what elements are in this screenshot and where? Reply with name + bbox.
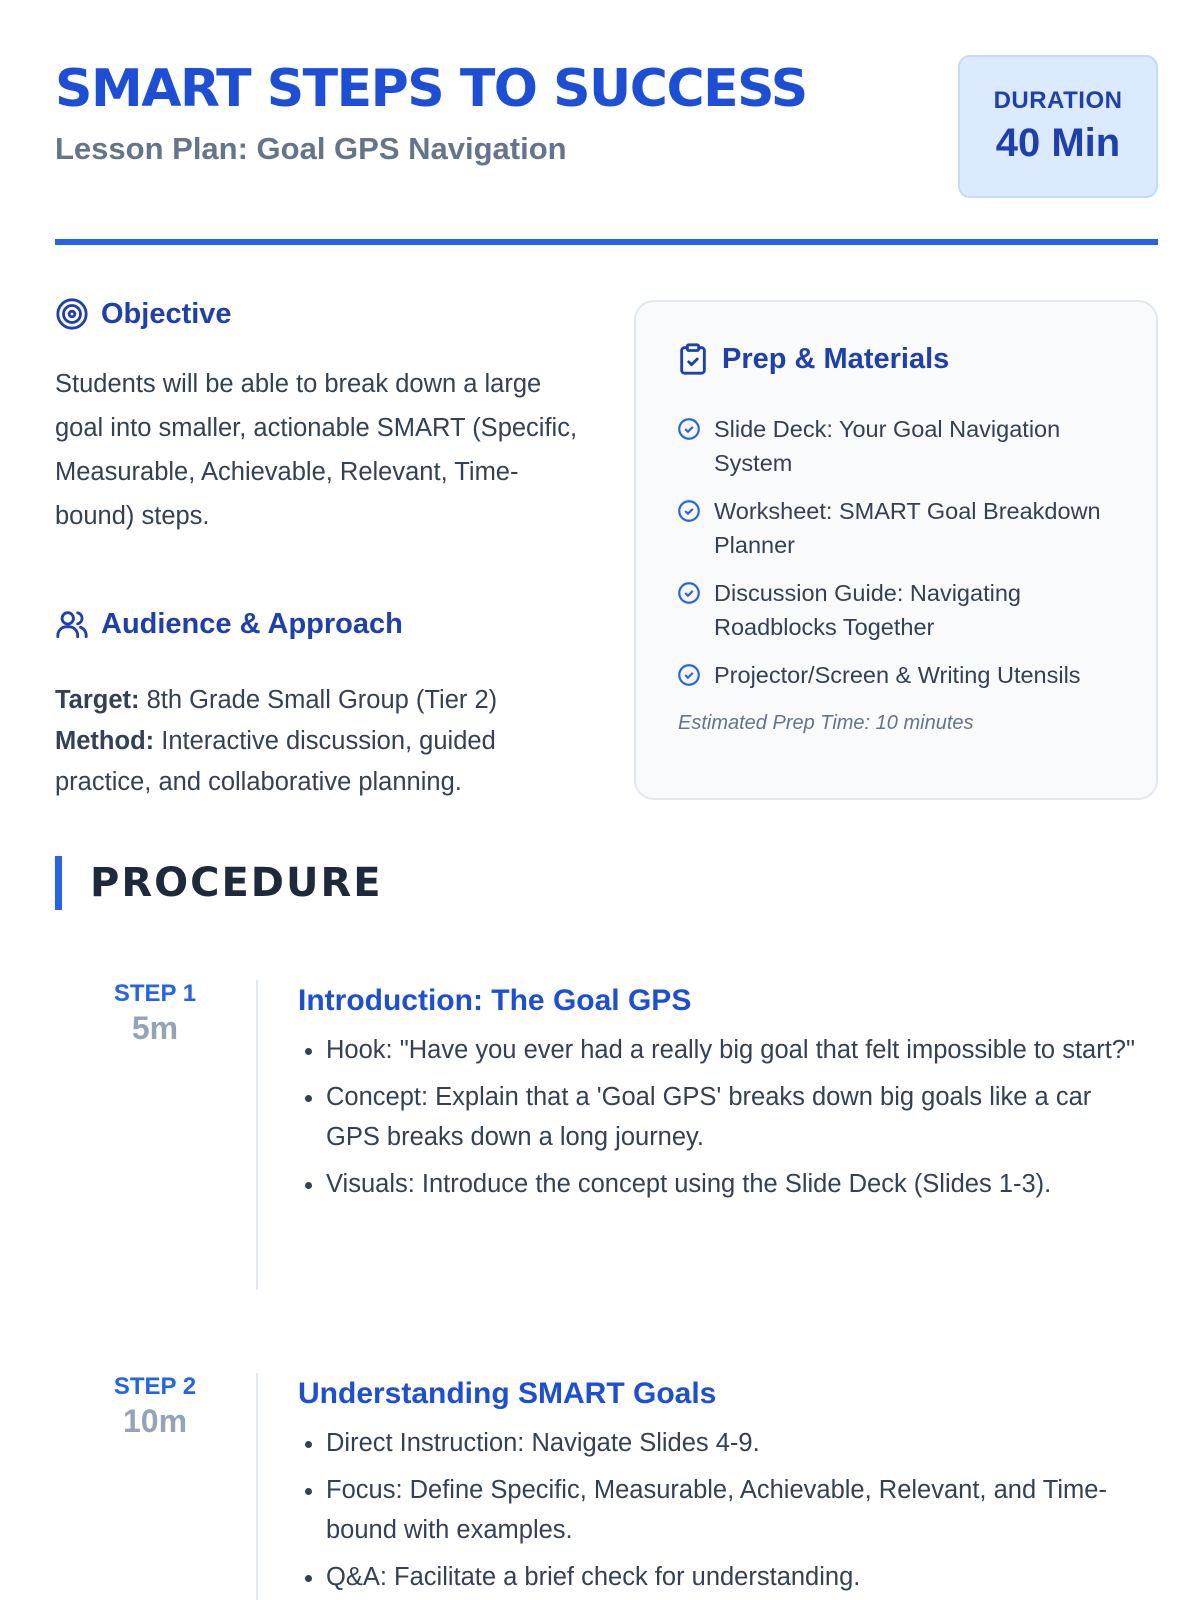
header-divider: [55, 239, 1158, 245]
lesson-header: [55, 55, 1158, 197]
list-item: • Visuals: Introduce the concept using the Slide Deck (Slides 1-3).: [326, 1164, 1138, 1204]
step-divider: [256, 980, 258, 1290]
list-item: [676, 658, 1136, 692]
page-title: SMART STEPS TO SUCCESS: [55, 59, 807, 119]
prep-time-note: Estimated Prep Time: 10 minutes: [678, 712, 974, 734]
audience-details: [55, 680, 585, 803]
procedure-step-2: [55, 1373, 1158, 1600]
step-label: STEP 1: [113, 980, 197, 1007]
users-icon: [55, 607, 89, 641]
method-label: Method:: [55, 727, 155, 755]
list-item: • Direct Instruction: Navigate Slides 4-9.: [326, 1423, 1138, 1463]
step-title: Understanding SMART Goals: [298, 1377, 717, 1410]
check-circle-icon: [676, 498, 702, 524]
prep-item-text: Discussion Guide: Navigating Roadblocks Together: [714, 580, 1021, 640]
procedure-step-1: [55, 980, 1158, 1290]
step-bullets: [298, 1423, 1138, 1597]
duration-label: DURATION: [993, 87, 1123, 114]
prep-item-text: Worksheet: SMART Goal Breakdown Planner: [714, 498, 1101, 558]
list-item: • Concept: Explain that a 'Goal GPS' breaks down big goals like a car GPS breaks down a long journey.: [326, 1077, 1138, 1157]
objective-heading-row: [55, 297, 232, 331]
audience-method: [55, 721, 585, 803]
step-time: 5m: [131, 1010, 179, 1046]
clipboard-check-icon: [676, 342, 710, 376]
step-title: Introduction: The Goal GPS: [298, 984, 692, 1017]
step-body: [298, 1373, 1138, 1600]
check-circle-icon: [676, 416, 702, 442]
check-circle-icon: [676, 662, 702, 688]
duration-card: [958, 55, 1158, 198]
step-body: [298, 980, 1138, 1211]
procedure-heading: [55, 856, 383, 910]
target-icon: [55, 297, 89, 331]
audience-heading-row: [55, 607, 403, 641]
duration-value: 40 Min: [995, 121, 1121, 165]
page-subtitle: Lesson Plan: Goal GPS Navigation: [55, 131, 567, 166]
step-meta: [55, 1373, 255, 1440]
method-value: Interactive discussion, guided practice, and collaborative planning.: [55, 727, 496, 796]
prep-item-text: Slide Deck: Your Goal Navigation System: [714, 416, 1061, 476]
step-meta: [55, 980, 255, 1047]
prep-materials-card: [634, 300, 1158, 800]
list-item: [676, 494, 1136, 562]
procedure-heading-text: PROCEDURE: [90, 860, 383, 906]
prep-heading-row: [676, 342, 949, 376]
objective-text: Students will be able to break down a large goal into smaller, actionable SMART (Specific, Measurable, Achievable, Relevant, Time-bound) steps.: [55, 370, 578, 530]
audience-target: [55, 680, 585, 721]
step-divider: [256, 1373, 258, 1600]
audience-heading: Audience & Approach: [101, 607, 403, 640]
list-item: [676, 576, 1136, 644]
list-item: [676, 412, 1136, 480]
step-time: 10m: [122, 1403, 188, 1439]
step-bullets: [298, 1030, 1138, 1204]
target-value: 8th Grade Small Group (Tier 2): [146, 686, 498, 714]
objective-heading: Objective: [101, 297, 232, 330]
list-item: • Hook: "Have you ever had a really big goal that felt impossible to start?": [326, 1030, 1138, 1070]
list-item: • Focus: Define Specific, Measurable, Achievable, Relevant, and Time-bound with examples.: [326, 1470, 1138, 1550]
prep-list: [676, 412, 1136, 706]
target-label: Target:: [55, 686, 140, 714]
check-circle-icon: [676, 580, 702, 606]
prep-heading: Prep & Materials: [722, 342, 950, 375]
list-item: • Q&A: Facilitate a brief check for understanding.: [326, 1557, 1138, 1597]
prep-item-text: Projector/Screen & Writing Utensils: [714, 662, 1081, 688]
step-label: STEP 2: [113, 1373, 197, 1400]
